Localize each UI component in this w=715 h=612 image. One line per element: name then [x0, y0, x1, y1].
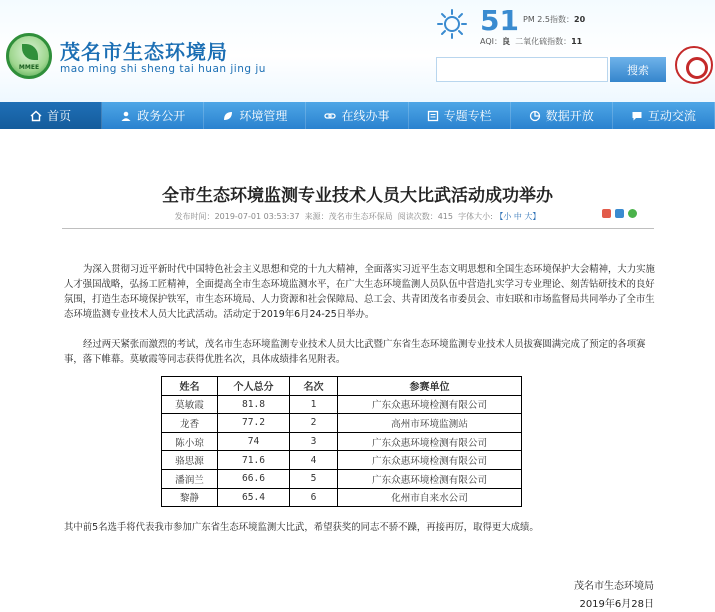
cell-name: 陈小琼 [162, 432, 218, 451]
article-container [0, 129, 715, 612]
col-unit-header: 参赛单位 [338, 377, 522, 396]
aqi-value: 51 [480, 4, 519, 37]
search-button[interactable]: 搜索 [610, 57, 666, 82]
table-row [162, 414, 522, 433]
cell-unit: 高州市环境监测站 [338, 414, 522, 433]
table-row [162, 451, 522, 470]
publish-time: 2019-07-01 03:53:37 [214, 212, 300, 221]
source: 茂名市生态环保局 [328, 212, 393, 221]
table-row [162, 469, 522, 488]
publish-label: 发布时间： [174, 212, 215, 221]
signature: 茂名市生态环境局 [574, 581, 654, 592]
print-icon[interactable] [602, 209, 611, 218]
cell-name: 黎静 [162, 488, 218, 507]
views-label: 阅读次数： [397, 212, 438, 221]
cell-unit: 广东众惠环境检测有限公司 [338, 395, 522, 414]
title-divider [62, 228, 654, 229]
nav-item-home[interactable] [0, 102, 102, 129]
font-size-switcher[interactable]: 【小 中 大】 [495, 212, 541, 221]
article-paragraph-3: 其中前5名选手将代表我市参加广东省生态环境监测大比武，希望获奖的同志不骄不躁，再接再厉，取得更大成绩。 [64, 522, 539, 533]
main-nav [0, 102, 715, 129]
pm25-label: PM 2.5指数： [523, 15, 574, 24]
cell-score: 66.6 [218, 469, 290, 488]
cell-name: 骆思源 [162, 451, 218, 470]
signoff-date: 2019年6月28日 [579, 599, 654, 610]
nav-item-special-topics[interactable] [409, 102, 511, 129]
font-size-label: 字体大小: [458, 212, 493, 221]
aqi-level: 良 [502, 37, 510, 46]
emblem-logo[interactable] [675, 46, 713, 84]
cell-rank: 6 [290, 488, 338, 507]
views-count: 415 [437, 212, 453, 221]
cell-score: 77.2 [218, 414, 290, 433]
col-score-header: 个人总分 [218, 377, 290, 396]
table-row [162, 395, 522, 414]
so2-value: 11 [571, 37, 583, 46]
results-table [161, 376, 522, 507]
logo-text: MMEE [18, 64, 40, 71]
data-icon [529, 110, 541, 122]
aqi-label: AQI： [480, 37, 502, 46]
nav-label: 数据开放 [545, 109, 594, 123]
article-paragraph-2: 经过两天紧张而激烈的考试，茂名市生态环境监测专业技术人员大比武暨广东省生态环境监测专业技术人员拔赛圆满完成了预定的各项赛事，落下帷幕。莫敏霞等同志获得优胜名次，具体成绩排名见附表。 [64, 339, 646, 365]
cell-rank: 3 [290, 432, 338, 451]
pm25-readout [523, 14, 585, 25]
nav-label: 环境管理 [239, 109, 288, 123]
table-row [162, 488, 522, 507]
cell-unit: 广东众惠环境检测有限公司 [338, 451, 522, 470]
nav-label: 互动交流 [647, 109, 696, 123]
nav-label: 在线办事 [341, 109, 390, 123]
nav-item-interaction[interactable] [613, 102, 715, 129]
nav-item-government-affairs[interactable] [102, 102, 204, 129]
share-bar [602, 209, 637, 218]
table-row [162, 432, 522, 451]
cell-unit: 广东众惠环境检测有限公司 [338, 469, 522, 488]
nav-label: 政务公开 [137, 109, 186, 123]
site-logo[interactable] [6, 33, 52, 79]
nav-label: 专题专栏 [443, 109, 492, 123]
aqi-readout [480, 36, 582, 47]
cell-rank: 1 [290, 395, 338, 414]
article-title: 全市生态环境监测专业技术人员大比武活动成功举办 [162, 186, 553, 206]
leaf-icon [222, 110, 234, 122]
cell-rank: 5 [290, 469, 338, 488]
col-rank-header: 名次 [290, 377, 338, 396]
share-icon[interactable] [615, 209, 624, 218]
cell-name: 龙香 [162, 414, 218, 433]
cell-score: 81.8 [218, 395, 290, 414]
cell-unit: 化州市自来水公司 [338, 488, 522, 507]
link-icon [324, 110, 336, 122]
nav-item-open-data[interactable] [511, 102, 613, 129]
search-input[interactable] [436, 57, 608, 82]
cell-rank: 4 [290, 451, 338, 470]
table-header-row [162, 377, 522, 396]
source-label: 来源： [304, 212, 329, 221]
topic-icon [427, 110, 439, 122]
site-pinyin: mao ming shi sheng tai huan jing ju [60, 63, 266, 75]
article-paragraph-1: 为深入贯彻习近平新时代中国特色社会主义思想和党的十九大精神，全面落实习近平生态文明思想和全国生态环境保护大会精神，大力实施人才强国战略，弘扬工匠精神，全面提高全市生态环境监测水平，在广大生态环境监测人员队伍中营造扎实学习专业理论、刻苦钻研技术的良好氛围，打造生态环境保护铁军，市生态环境局、人力资源和社会保障局、总工会、共青团茂名市委员会、市妇联和市场监督局共同举办了全市生态环境监测专业技术人员大比武活动。活动定于2019年6月24-25日举办。 [64, 264, 655, 320]
nav-label: 首页 [47, 109, 72, 123]
cell-score: 74 [218, 432, 290, 451]
nav-item-environment-management[interactable] [204, 102, 306, 129]
cell-unit: 广东众惠环境检测有限公司 [338, 432, 522, 451]
article-signoff [514, 578, 654, 612]
cell-name: 潘润兰 [162, 469, 218, 488]
sun-icon [436, 8, 468, 40]
so2-label: 二氧化硫指数： [515, 37, 572, 46]
cell-score: 71.6 [218, 451, 290, 470]
leaf-icon [22, 44, 38, 60]
cell-rank: 2 [290, 414, 338, 433]
home-icon [30, 110, 42, 122]
pm25-value: 20 [574, 15, 586, 24]
chat-icon [631, 110, 643, 122]
people-icon [120, 110, 132, 122]
site-header [0, 0, 715, 102]
cell-name: 莫敏霞 [162, 395, 218, 414]
nav-item-online-services[interactable] [306, 102, 408, 129]
col-name-header: 姓名 [162, 377, 218, 396]
site-title[interactable]: 茂名市生态环境局 [60, 40, 228, 64]
wechat-icon[interactable] [628, 209, 637, 218]
cell-score: 65.4 [218, 488, 290, 507]
